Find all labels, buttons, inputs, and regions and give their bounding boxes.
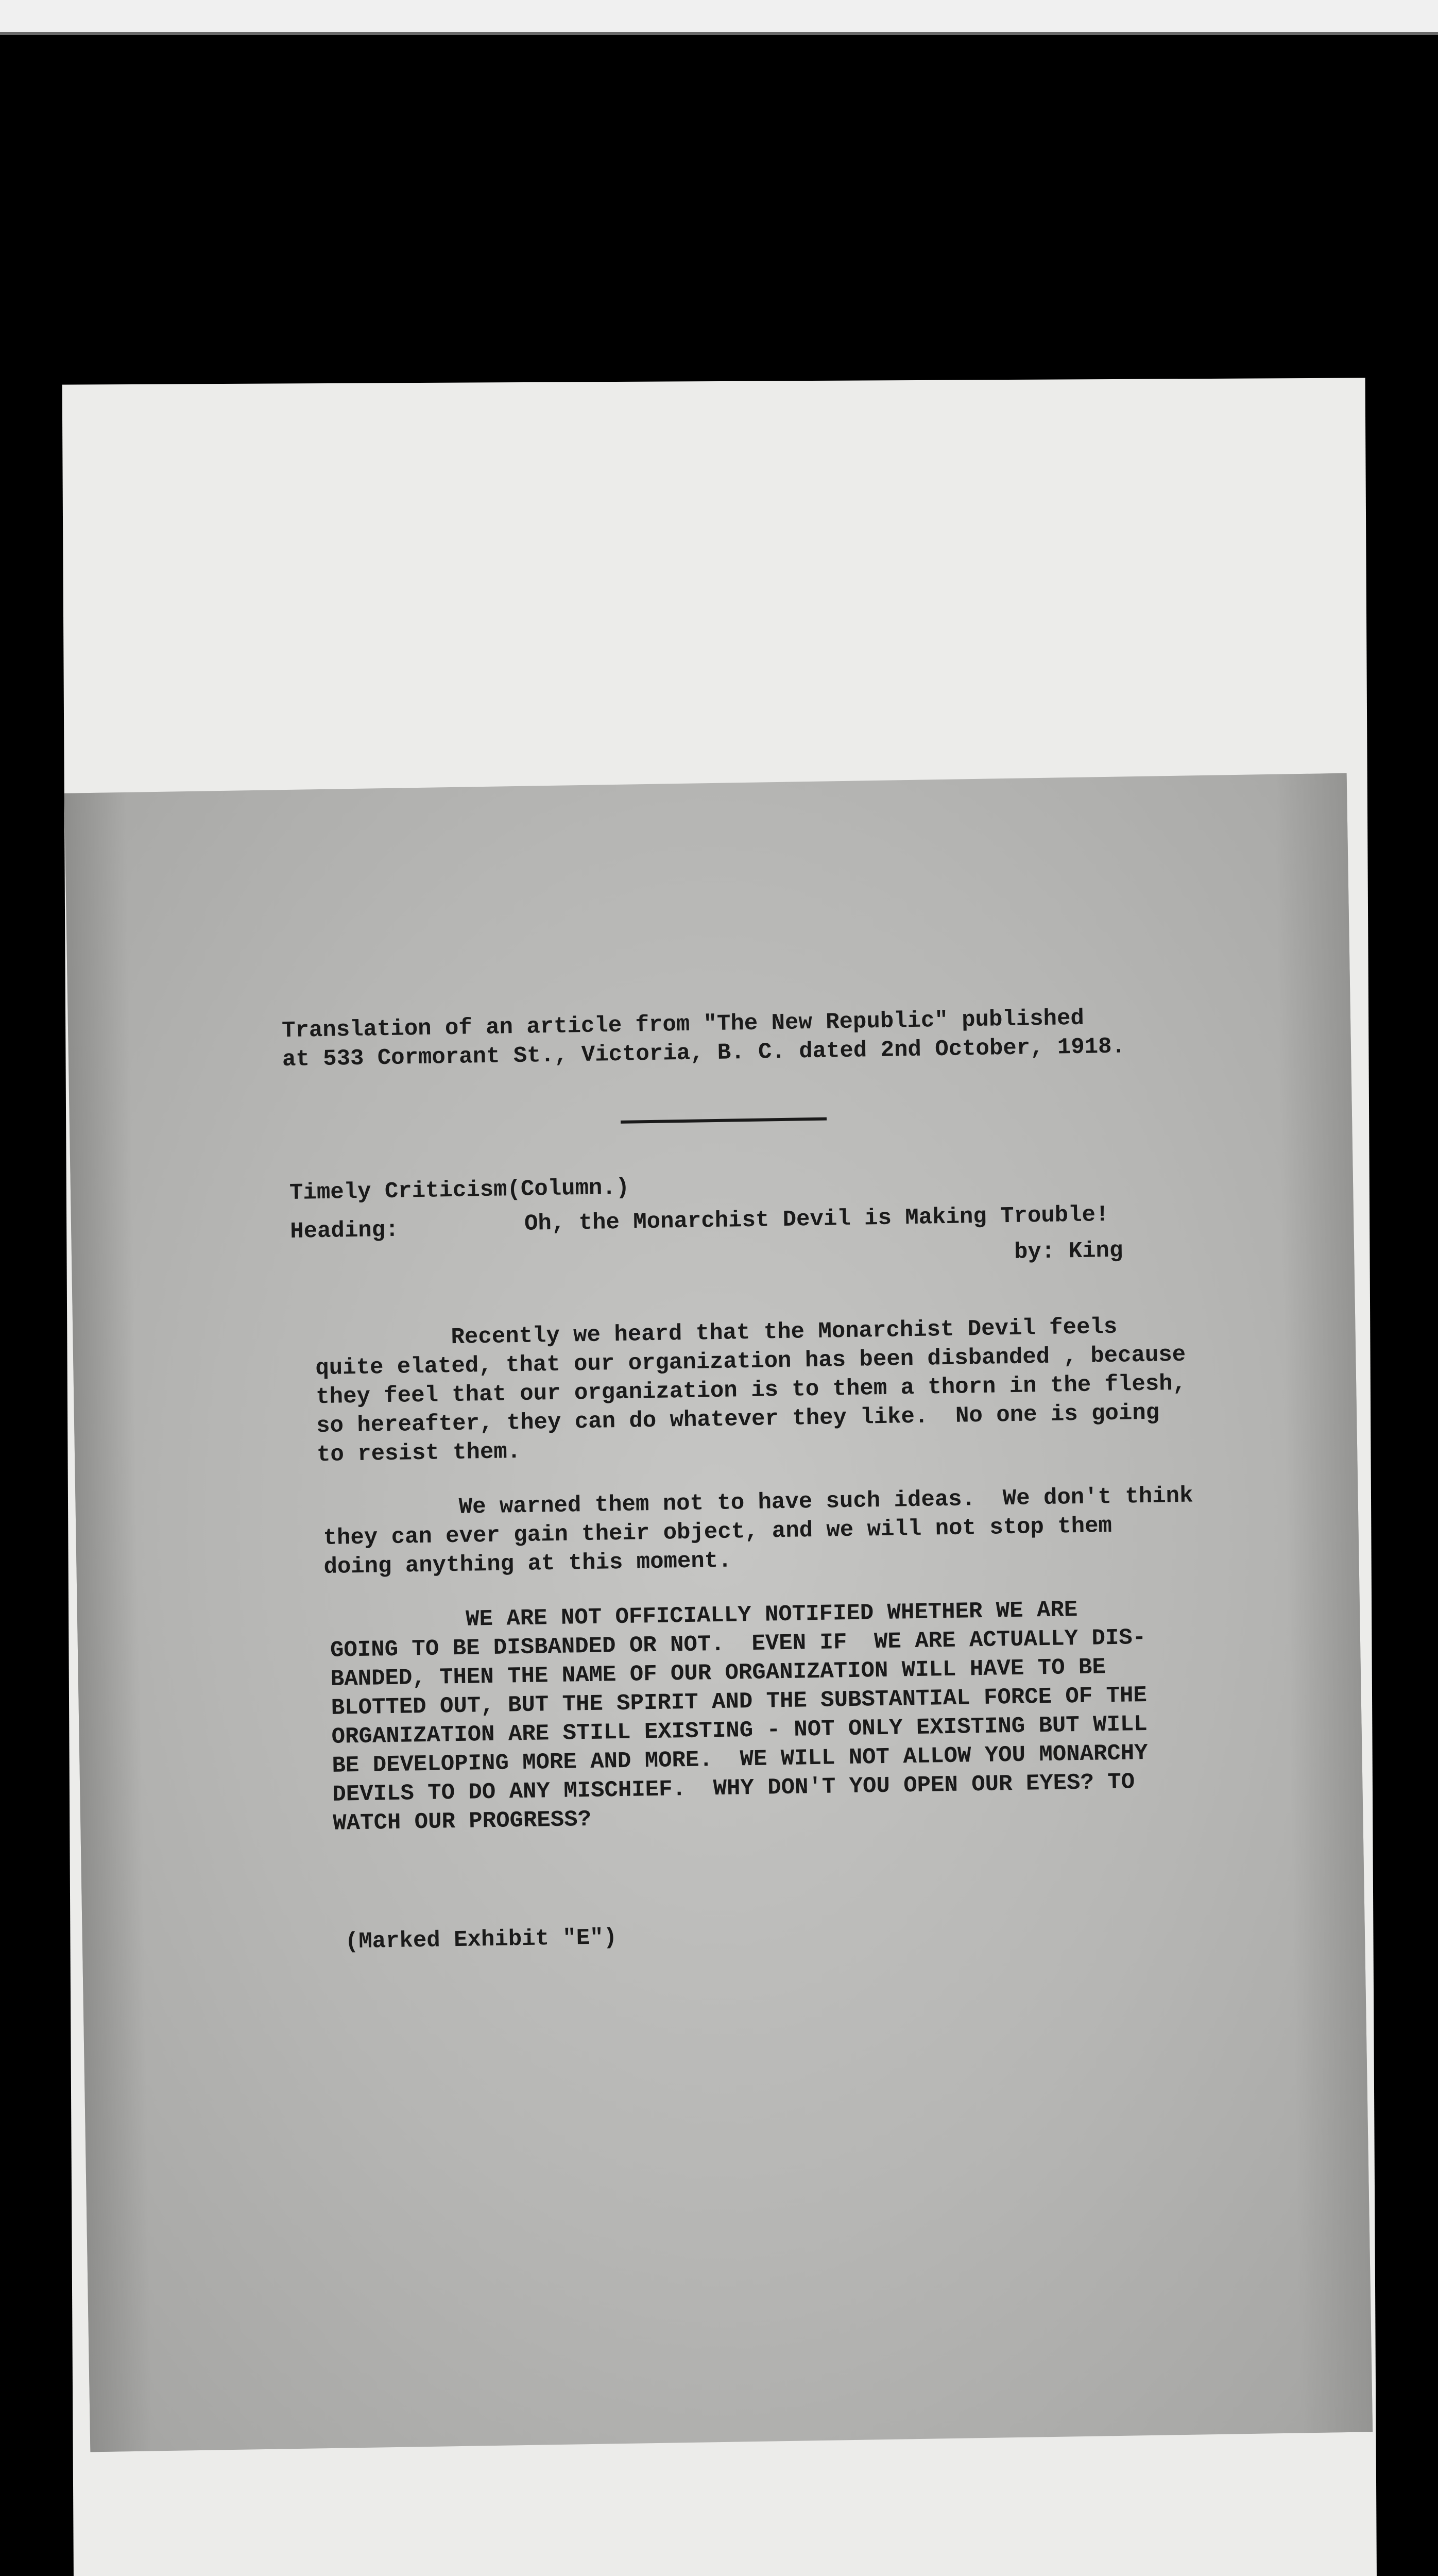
paragraph-2-line-1: We warned them not to have such ideas. We don't think [322, 1483, 1193, 1523]
translation-line-2: at 533 Cormorant St., Victoria, B. C. dated 2nd October, 1918. [282, 1033, 1126, 1073]
paragraph-3-line-7: DEVILS TO DO ANY MISCHIEF. WHY DON'T YOU OPEN OUR EYES? TO [332, 1769, 1135, 1808]
paragraph-1-line-2: quite elated, that our organization has been disbanded , because [315, 1342, 1186, 1382]
byline: by: King [1014, 1238, 1123, 1265]
paragraph-3-line-6: BE DEVELOPING MORE AND MORE. WE WILL NOT ALLOW YOU MONARCHY [332, 1740, 1149, 1779]
paragraph-2-line-2: they can ever gain their object, and we will not stop them [323, 1513, 1112, 1552]
top-film-strip [0, 0, 1438, 32]
exhibit-note: (Marked Exhibit "E") [345, 1925, 618, 1955]
column-title: Timely Criticism(Column.) [289, 1175, 630, 1206]
paragraph-1-line-3: they feel that our organization is to them a thorn in the flesh, [315, 1370, 1187, 1411]
paragraph-3-line-3: BANDED, THEN THE NAME OF OUR ORGANIZATION WILL HAVE TO BE [330, 1654, 1106, 1692]
paragraph-3-line-4: BLOTTED OUT, BUT THE SPIRIT AND THE SUBSTANTIAL FORCE OF THE [331, 1682, 1148, 1721]
paragraph-3-line-2: GOING TO BE DISBANDED OR NOT. EVEN IF WE ARE ACTUALLY DIS- [330, 1624, 1146, 1664]
translation-line-1: Translation of an article from "The New Republic" published [281, 1005, 1085, 1044]
paragraph-1-line-4: so hereafter, they can do whatever they like. No one is going [316, 1400, 1160, 1439]
paragraph-3-line-1: WE ARE NOT OFFICIALLY NOTIFIED WHETHER WE ARE [329, 1597, 1078, 1635]
paragraph-1-line-5: to resist them. [316, 1438, 521, 1468]
top-film-edge [0, 32, 1438, 35]
separator-rule [621, 1117, 827, 1124]
paragraph-1-line-1: Recently we heard that the Monarchist Devil feels [315, 1314, 1118, 1353]
paragraph-3-line-8: WATCH OUR PROGRESS? [332, 1806, 592, 1837]
heading-text: Oh, the Monarchist Devil is Making Trouble! [524, 1201, 1109, 1237]
paragraph-2-line-3: doing anything at this moment. [323, 1548, 732, 1581]
typed-document-copy [64, 773, 1373, 2452]
heading-label: Heading: [289, 1217, 399, 1245]
paragraph-3-line-5: ORGANIZATION ARE STILL EXISTING - NOT ONLY EXISTING BUT WILL [331, 1711, 1148, 1750]
